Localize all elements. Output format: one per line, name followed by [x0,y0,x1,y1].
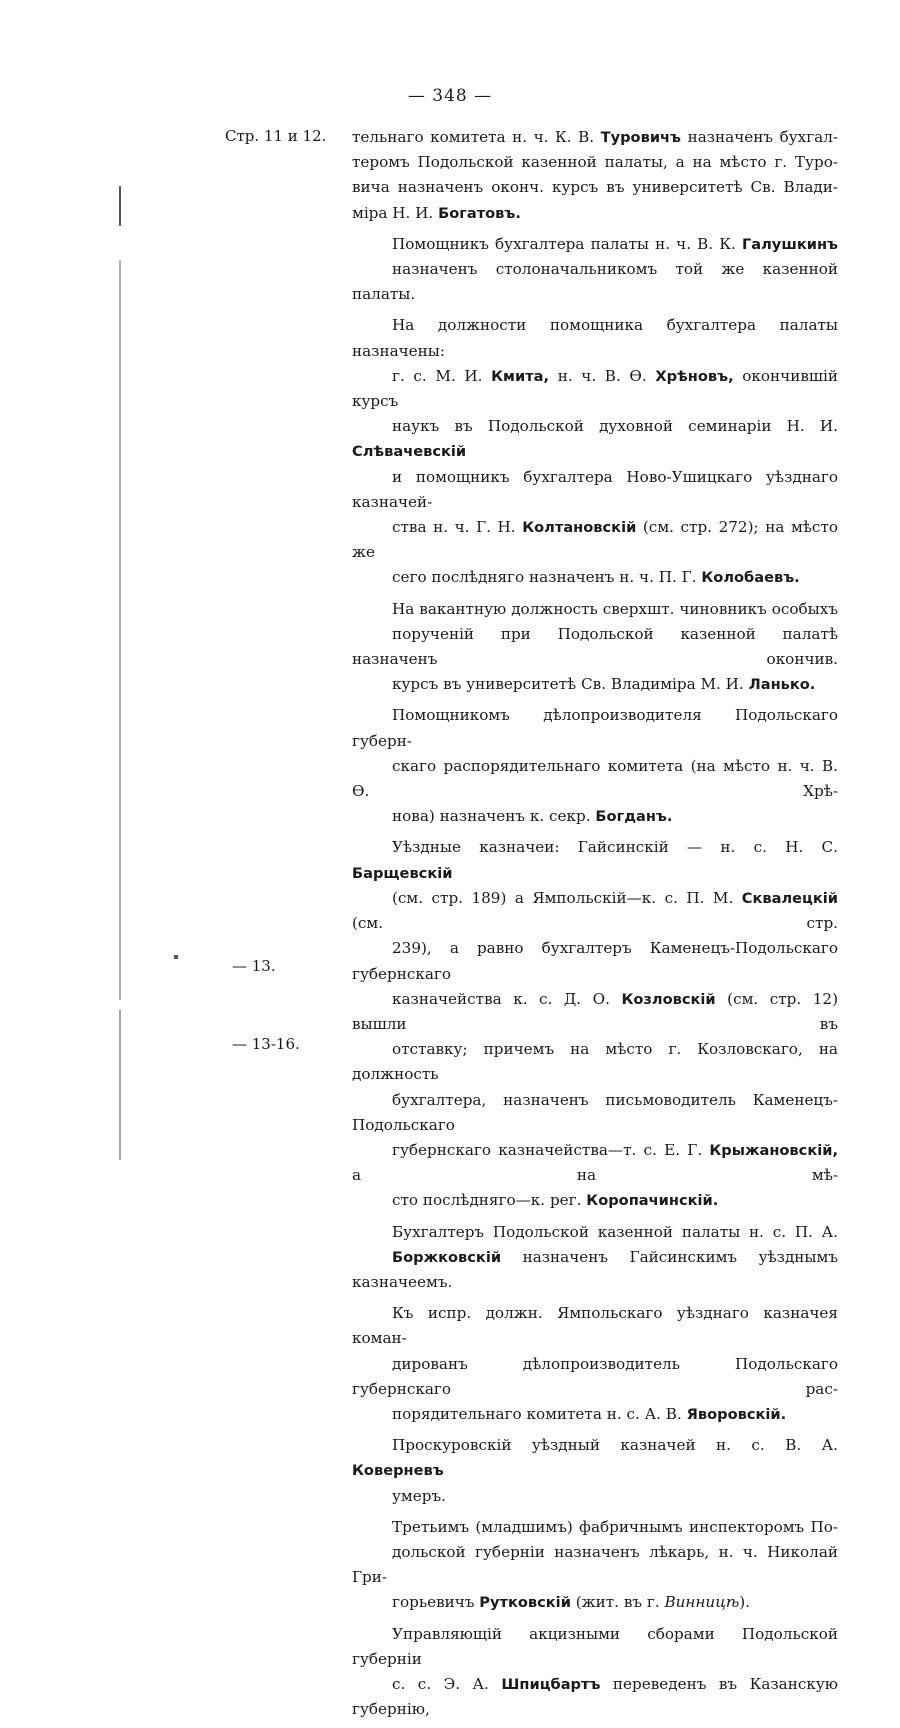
paragraph [352,125,838,226]
text-line: наукъ въ Подольской духовной семинаріи Н. И. Слѣвачевскій [352,417,838,461]
scan-artifact [174,955,178,959]
person-name: Боржковскій [392,1248,502,1266]
paragraph [352,597,838,698]
person-name: Барщевскій [352,864,453,882]
text-line: бухгалтера, назначенъ письмоводитель Каменецъ-Подольскаго [352,1090,838,1134]
text-line: (см. стр. 189) а Ямпольскій—к. с. П. М. Сквалецкій (см. стр. [352,888,838,933]
page-number: — 348 — [407,86,493,106]
person-name: Рутковскій [479,1594,571,1612]
text-line: порядительнаго комитета н. с. А. В. Яворовскій. [392,1404,787,1423]
person-name: Богданъ. [595,808,673,826]
paragraph [352,703,838,829]
text-line: Помощникомъ дѣлопроизводителя Подольскаго губерн- [352,706,838,750]
paragraph [352,1622,838,1723]
paragraph [352,232,838,308]
person-name: Колтановскій [522,519,637,537]
text-line: казначейства к. с. Д. О. Козловскій (см. стр. 12) вышли въ [352,989,839,1033]
scan-artifact [119,260,121,1000]
person-name: Коверневъ [352,1462,444,1480]
text-line: отставку; причемъ на мѣсто г. Козловскаго, на должность [352,1040,838,1084]
person-name: Галушкинъ [741,235,838,253]
text-line: Бухгалтеръ Подольской казенной палаты н. с. П. А. [392,1222,838,1241]
person-name: Коропачинскій. [586,1192,719,1210]
text-line: с. с. Э. А. Шпицбартъ переведенъ въ Казанскую губернію, [352,1674,838,1719]
person-name: Сквалецкій [741,889,838,907]
person-name: Козловскій [621,990,716,1008]
text-line: назначенъ столоначальникомъ той же казенной палаты. [352,260,838,304]
text-line: вича назначенъ оконч. курсъ въ университетѣ Св. Влади- [352,178,838,197]
text-line: сего послѣдняго назначенъ н. ч. П. Г. Колобаевъ. [392,568,800,587]
margin-reference: — 13. [232,957,276,975]
text-line: дированъ дѣлопроизводитель Подольскаго губернскаго рас- [352,1354,838,1398]
paragraph [352,1220,838,1296]
person-name: Шпицбартъ [501,1675,601,1693]
paragraph [352,1301,838,1427]
paragraph [352,1433,838,1509]
scan-artifact [119,186,121,226]
text-line: Боржковскій назначенъ Гайсинскимъ уѣзднымъ казначеемъ. [352,1247,838,1291]
text-line: горьевичъ Рутковскій (жит. въ г. Винницѣ). [392,1593,750,1612]
person-name: Ланько. [748,676,816,694]
person-name: Колобаевъ. [701,569,800,587]
margin-reference: — 13-16. [232,1035,300,1053]
text-line: 239), а равно бухгалтеръ Каменецъ-Подольскаго губернскаго [352,939,838,983]
text-line: Помощникъ бухгалтера палаты н. ч. В. К. Галушкинъ [392,234,838,253]
text-line: міра Н. И. Богатовъ. [352,203,521,222]
text-line: порученій при Подольской казенной палатѣ назначенъ окончив. [352,624,838,669]
text-line: На должности помощника бухгалтера палаты назначены: [352,316,838,360]
person-name: Крыжановскій, [709,1141,838,1159]
text-line: нова) назначенъ к. секр. Богданъ. [392,807,673,826]
paragraph [352,1515,838,1616]
text-line: Уѣздные казначеи: Гайсинскій — н. с. Н. С. Барщевскій [352,838,838,882]
text-line: теромъ Подольской казенной палаты, а на мѣсто г. Туро- [352,153,838,172]
place-name: Винницѣ [664,1593,740,1612]
text-line: дольской губерніи назначенъ лѣкарь, н. ч. Николай Гри- [352,1542,838,1587]
person-name: Богатовъ. [438,204,521,222]
person-name: Хрѣновъ, [655,367,734,385]
text-line: Къ испр. должн. Ямпольскаго уѣзднаго казначея коман- [352,1304,838,1348]
paragraph [352,835,838,1213]
text-line: Проскуровскій уѣздный казначей н. с. В. А. Коверневъ [352,1436,838,1480]
text-line: и помощникъ бухгалтера Ново-Ушицкаго уѣзднаго казначей- [352,467,838,511]
scan-artifact [119,1010,121,1160]
text-line: скаго распорядительнаго комитета (на мѣсто н. ч. В. Ѳ. Хрѣ- [352,756,838,801]
person-name: Яворовскій. [686,1405,787,1423]
paragraph [352,313,838,590]
text-line: Управляющій акцизными сборами Подольской губерніи [352,1624,838,1668]
text-line: тельнаго комитета н. ч. К. В. Туровичъ назначенъ бухгал- [352,128,839,146]
text-line: Третьимъ (младшимъ) фабричнымъ инспекторомъ По- [392,1517,838,1536]
text-line: г. с. М. И. Кмита, н. ч. В. Ѳ. Хрѣновъ, окончившій курсъ [352,366,838,411]
text-line: сто послѣдняго—к. рег. Коропачинскій. [392,1191,719,1210]
text-line: губернскаго казначейства—т. с. Е. Г. Крыжановскій, а на мѣ- [352,1140,838,1185]
person-name: Слѣвачевскій [352,443,467,461]
person-name: Кмита, [491,367,550,385]
body-text [352,125,838,1728]
margin-reference: Стр. 11 и 12. [225,127,327,145]
text-line: ства н. ч. Г. Н. Колтановскій (см. стр. 272); на мѣсто же [352,518,838,562]
text-line: На вакантную должность сверхшт. чиновникъ особыхъ [392,599,838,618]
text-line: курсъ въ университетѣ Св. Владиміра М. И. Ланько. [392,675,816,694]
text-line: умеръ. [392,1486,446,1505]
person-name: Туровичъ [600,129,682,146]
